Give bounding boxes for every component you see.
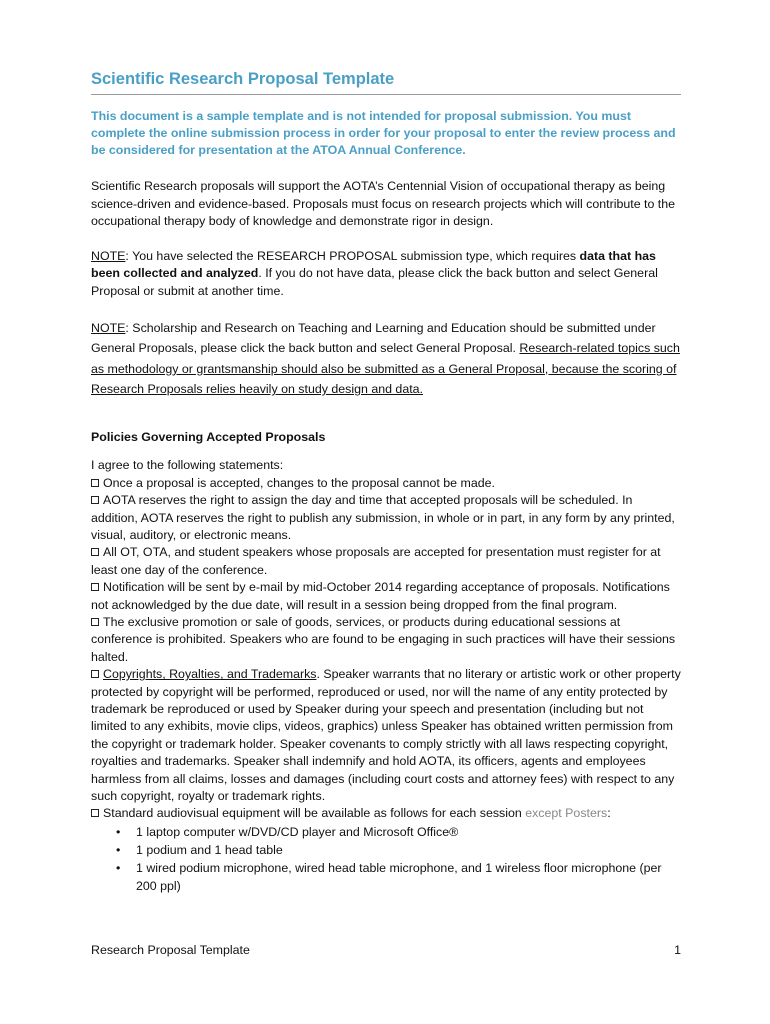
copyright-title: Copyrights, Royalties, and Trademarks — [103, 667, 317, 682]
document-page — [91, 70, 681, 895]
equipment-list — [91, 823, 681, 895]
statement-item: Once a proposal is accepted, changes to the proposal cannot be made. — [91, 475, 681, 492]
note-label: NOTE — [91, 320, 126, 335]
checkbox-icon[interactable] — [91, 809, 99, 817]
bullet-icon: • — [116, 842, 121, 857]
page-number: 1 — [674, 943, 681, 957]
checkbox-icon[interactable] — [91, 479, 99, 487]
bullet-icon: • — [116, 860, 121, 875]
note-text: : You have selected the RESEARCH PROPOSAL submission type, which requires — [125, 248, 580, 263]
agree-statement: I agree to the following statements: — [91, 458, 284, 473]
policies-heading: Policies Governing Accepted Proposals — [91, 429, 326, 444]
checkbox-icon[interactable] — [91, 583, 99, 591]
statement-audiovisual: Standard audiovisual equipment will be available as follows for each session except Posters: — [91, 805, 681, 822]
except-posters-text: except Posters — [525, 806, 608, 821]
note-text-end: . If you do not have data, please click the back button and select General Proposal or submit at another time. — [91, 266, 658, 298]
list-item: • 1 laptop computer w/DVD/CD player and Microsoft Office® — [116, 824, 459, 839]
page-footer — [91, 943, 681, 957]
note-research-proposal — [91, 248, 681, 301]
checkbox-icon[interactable] — [91, 548, 99, 556]
statement-item: The exclusive promotion or sale of goods, services, or products during educational sessions at conference is prohibited. Speakers who are found to be engaging in such practices will have their sessions halted. — [91, 615, 676, 664]
checkbox-icon[interactable] — [91, 618, 99, 626]
copyright-text: . Speaker warrants that no literary or artistic work or other property protected by copyright will be performed, reproduced or used, nor will the name of any entity protected by trademark be reproduced or used by Speaker during your speech and presentation (including but not limited to any exhibits, movie clips, videos, graphics) unless Speaker has obtained written permission from the copyright or trademark holder. Speaker covenants to comply strictly with all laws respecting copyright, royalties and trademarks. Speaker shall indemnify and hold AOTA, its officers, agents and employees harmless from all claims, losses and damages (including court costs and attorney fees) with respect to any such copyright, royalty or trademark rights. — [91, 667, 681, 804]
list-item: • 1 podium and 1 head table — [116, 842, 283, 857]
bullet-icon: • — [116, 824, 121, 839]
footer-label: Research Proposal Template — [91, 943, 250, 957]
statement-item: AOTA reserves the right to assign the day and time that accepted proposals will be scheduled. In addition, AOTA reserves the right to publish any submission, in whole or in part, in any form by any printed, visual, auditory, or electronic means. — [91, 493, 675, 542]
note-label: NOTE — [91, 248, 126, 263]
note-text: : Scholarship and Research on Teaching and Learning and Education should be submitted under General Proposals, please click the back button and select General Proposal. — [91, 320, 656, 356]
note-underlined-text: Research-related topics such as methodology or grantsmanship should also be submitted as a General Proposal, because the scoring of Research Proposals relies heavily on study design and data. — [91, 341, 680, 397]
statement-copyright — [91, 666, 681, 805]
checkbox-icon[interactable] — [91, 496, 99, 504]
paragraph-vision: Scientific Research proposals will support the AOTA’s Centennial Vision of occupational therapy as being science-driven and evidence-based. Proposals must focus on research projects which will contribute to the occupational therapy body of knowledge and demonstrate rigor in design. — [91, 179, 676, 229]
note-bold-text: data that has been collected and analyzed — [91, 248, 656, 281]
intro-notice: This document is a sample template and is not intended for proposal submission. You must complete the online submission process in order for your proposal to enter the review process and be considered for presentation at the ATOA Annual Conference. — [91, 109, 676, 157]
statement-item: All OT, OTA, and student speakers whose proposals are accepted for presentation must register for at least one day of the conference. — [91, 545, 661, 577]
checkbox-icon[interactable] — [91, 670, 99, 678]
list-item: • 1 wired podium microphone, wired head table microphone, and 1 wireless floor microphone (per 200 ppl) — [116, 860, 662, 893]
statement-item: Notification will be sent by e-mail by mid-October 2014 regarding acceptance of proposals. Notifications not acknowledged by the due date, will result in a session being dropped from the final program. — [91, 580, 670, 612]
note-scholarship — [91, 318, 681, 400]
document-title: Scientific Research Proposal Template — [91, 70, 681, 95]
